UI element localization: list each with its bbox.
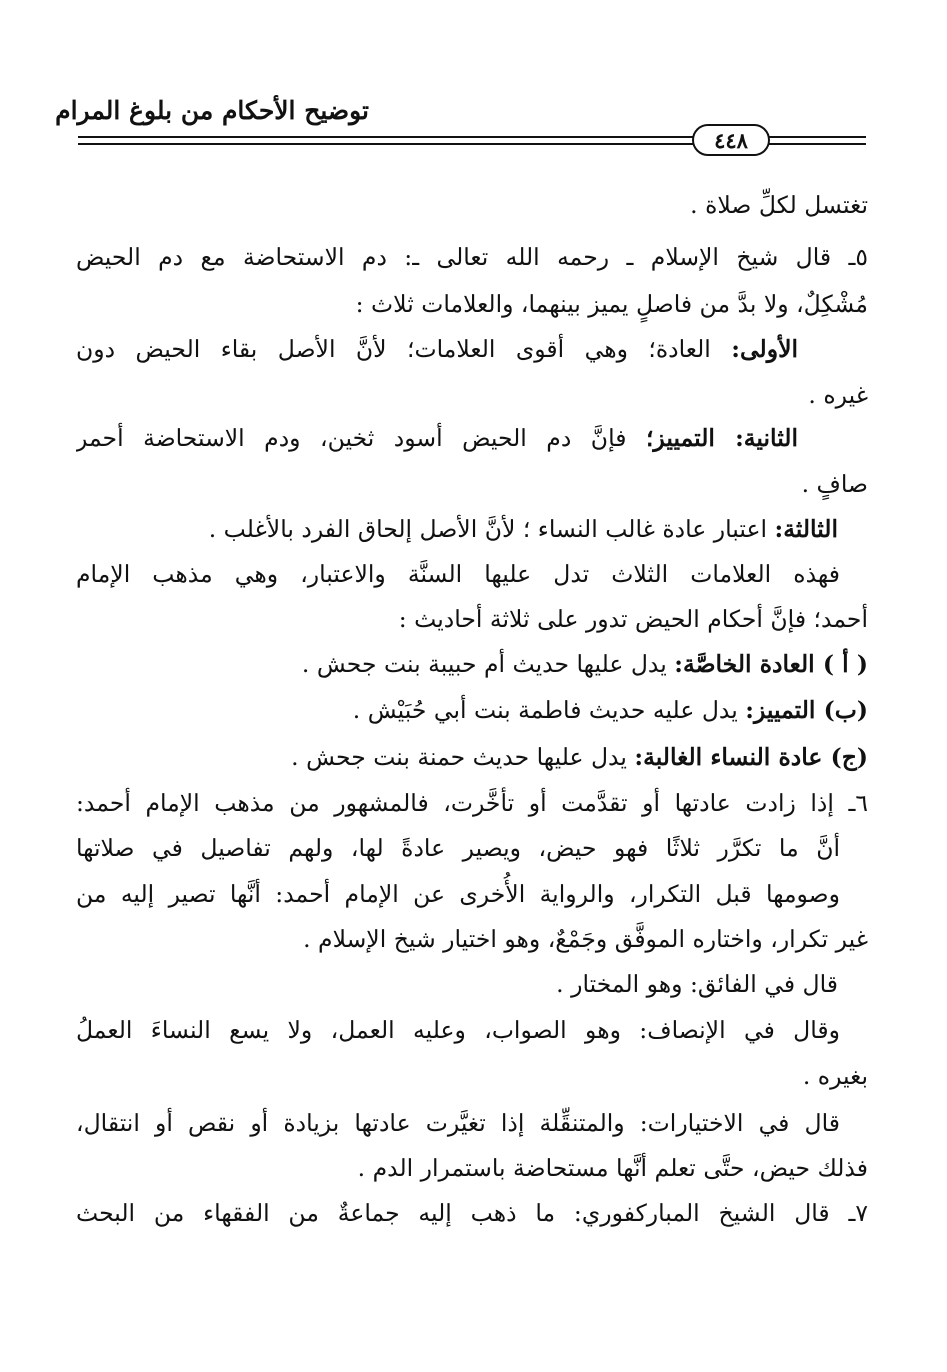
header-rule-top-right bbox=[768, 136, 866, 138]
text-line-13 bbox=[291, 735, 868, 779]
text-line-9: فهذه العلامات الثلاث تدل عليها السنَّة والاعتبار، وهي مذهب الإمام bbox=[76, 560, 840, 588]
header-rule-bottom-left bbox=[78, 143, 698, 145]
text-line-8 bbox=[209, 507, 868, 551]
text-line-3: مُشْكِلٌ، ولا بدَّ من فاصلٍ يميز بينهما، والعلامات ثلاث : bbox=[355, 290, 868, 318]
text-line-4-body: العادة؛ وهي أقوى العلامات؛ لأنَّ الأصل بقاء الحيض دون bbox=[76, 335, 711, 363]
text-line-12-body: يدل عليه حديث فاطمة بنت أبي حُبَيْش . bbox=[352, 696, 738, 724]
text-line-6-body: فإنَّ دم الحيض أسود ثخين، ودم الاستحاضة أحمر bbox=[76, 424, 627, 452]
bold-lead-first: الأولى: bbox=[731, 335, 798, 363]
bold-lead-second: الثانية: التمييز؛ bbox=[645, 424, 798, 452]
text-line-18: قال في الفائق: وهو المختار . bbox=[556, 970, 838, 998]
text-line-15: أنَّ ما تكرَّر ثلاثًا فهو حيض، ويصير عادةً لها، ولهم تفاصيل في صلاتها bbox=[76, 834, 840, 862]
bold-lead-b: (ب) التمييز: bbox=[745, 696, 868, 724]
text-line-11 bbox=[302, 642, 868, 686]
text-line-2: ٥ـ قال شيخ الإسلام ـ رحمه الله تعالى ـ: دم الاستحاضة مع دم الحيض bbox=[76, 243, 868, 271]
text-line-11-body: يدل عليها حديث أم حبيبة بنت جحش . bbox=[301, 650, 667, 678]
text-line-10: أحمد؛ فإنَّ أحكام الحيض تدور على ثلاثة أحاديث : bbox=[398, 605, 868, 633]
text-line-5: غيره . bbox=[808, 381, 868, 409]
running-header-title: توضيح الأحكام من بلوغ المرام bbox=[55, 96, 369, 125]
text-line-12 bbox=[353, 688, 868, 732]
text-line-20: بغيره . bbox=[802, 1062, 868, 1090]
text-line-14: ٦ـ إذا زادت عادتها أو تقدَّمت أو تأخَّرت، فالمشهور من مذهب الإمام أحمد: bbox=[76, 789, 868, 817]
text-line-7: صافٍ . bbox=[801, 470, 868, 498]
text-line-1: تغتسل لكلِّ صلاة . bbox=[690, 191, 868, 219]
bold-lead-c: (ج) عادة النساء الغالبة: bbox=[634, 743, 868, 771]
header-rule-top-left bbox=[78, 136, 698, 138]
text-line-16: وصومها قبل التكرار، والرواية الأُخرى عن الإمام أحمد: أنَّها تصير إليه من bbox=[76, 880, 840, 908]
text-line-4 bbox=[76, 327, 798, 371]
text-line-19: وقال في الإنصاف: وهو الصواب، وعليه العمل، ولا يسع النساءَ العملُ bbox=[76, 1016, 840, 1044]
page-number: ٤٤٨ bbox=[692, 124, 770, 156]
text-line-23: ٧ـ قال الشيخ المباركفوري: ما ذهب إليه جماعةٌ من الفقهاء من البحث bbox=[76, 1199, 868, 1227]
bold-lead-third: الثالثة: bbox=[774, 515, 838, 543]
text-line-17: غير تكرار، واختاره الموفَّق وجَمْعٌ، وهو اختيار شيخ الإسلام . bbox=[303, 925, 868, 953]
text-line-13-body: يدل عليها حديث حمنة بنت جحش . bbox=[291, 743, 627, 771]
text-line-6 bbox=[76, 416, 798, 460]
bold-lead-a: ( أ ) العادة الخاصَّة: bbox=[674, 650, 868, 678]
text-line-21: قال في الاختيارات: والمتنقِّلة إذا تغيَّرت عادتها بزيادة أو نقص أو انتقال، bbox=[76, 1109, 840, 1137]
header-rule-bottom-right bbox=[768, 143, 866, 145]
text-line-8-body: اعتبار عادة غالب النساء ؛ لأنَّ الأصل إلحاق الفرد بالأغلب . bbox=[208, 515, 768, 543]
text-line-22: فذلك حيض، حتَّى تعلم أنَّها مستحاضة باستمرار الدم . bbox=[357, 1154, 868, 1182]
